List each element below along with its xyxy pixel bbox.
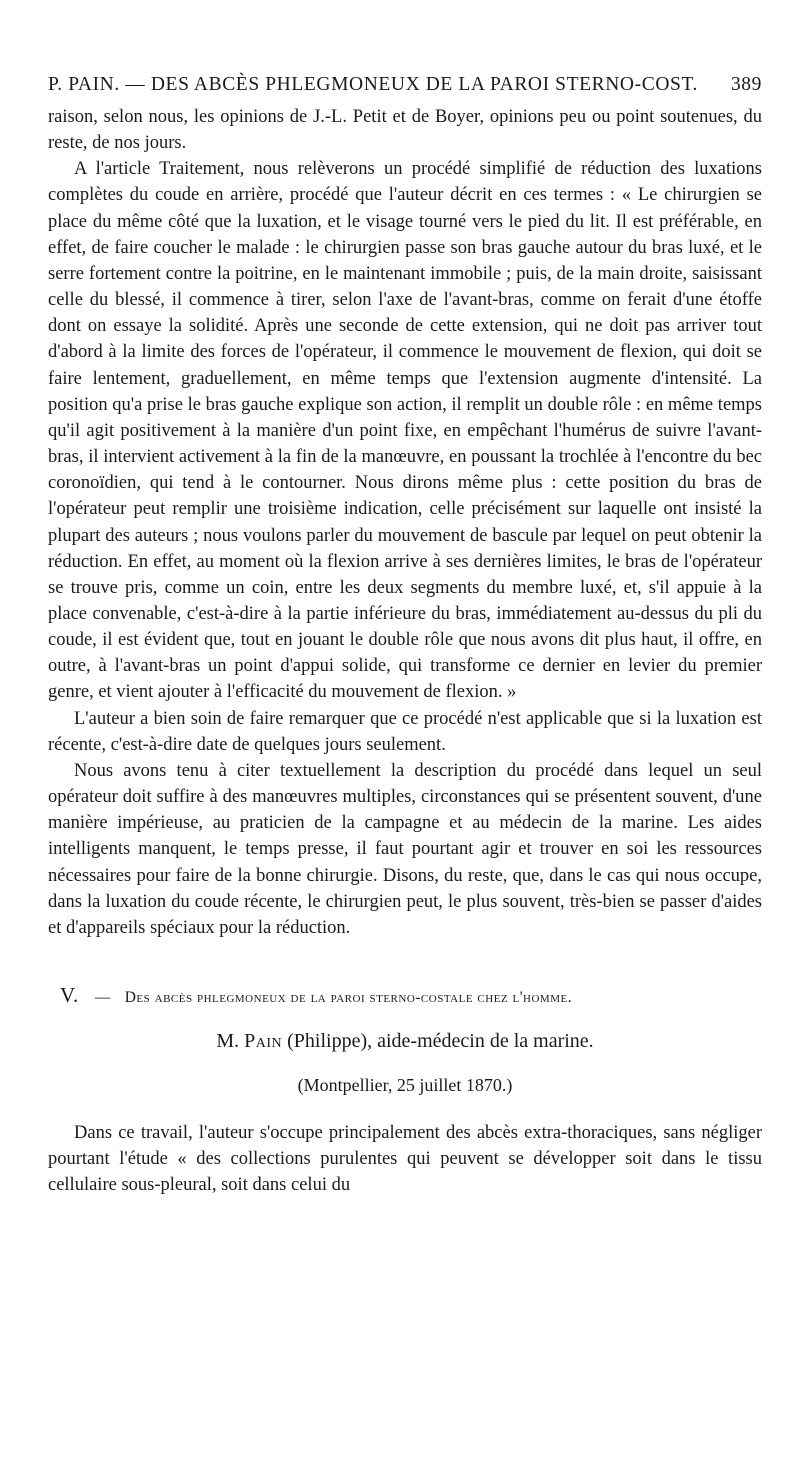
- section-heading: [48, 983, 762, 1008]
- place-date: (Montpellier, 25 juillet 1870.): [297, 1075, 513, 1095]
- author-details: (Philippe), aide-médecin de la marine.: [282, 1030, 594, 1052]
- running-head: [48, 74, 762, 96]
- paragraph: raison, selon nous, les opinions de J.-L. Petit et de Boyer, opinions peu ou point soutenues, du reste, de nos jours.: [48, 107, 762, 154]
- abstract-paragraph: Dans ce travail, l'auteur s'occupe principalement des abcès extra-thoraciques, sans négliger pourtant l'étude « des collections purulentes qui peuvent se développer soit dans le tissu cellulaire sous-pleural, soit dans celui du: [48, 1123, 762, 1196]
- running-head-title: P. PAIN. — DES ABCÈS PHLEGMONEUX DE LA PAROI STERNO-COST.: [48, 74, 698, 95]
- author-prefix: M.: [216, 1030, 240, 1052]
- abstract: [48, 1120, 762, 1198]
- author-line: [48, 1030, 762, 1053]
- section-dash: —: [94, 989, 111, 1006]
- section-number: V.: [60, 983, 79, 1007]
- section-title: Des abcès phlegmoneux de la paroi sterno-costale chez l'homme.: [124, 989, 573, 1006]
- paragraph: L'auteur a bien soin de faire remarquer que ce procédé n'est applicable que si la luxation est récente, c'est-à-dire date de quelques jours seulement.: [48, 708, 762, 755]
- author-name: Pain: [244, 1030, 283, 1052]
- article-body: [48, 104, 762, 941]
- paragraph: Nous avons tenu à citer textuellement la description du procédé dans lequel un seul opérateur doit suffire à des manœuvres multiples, circonstances qui se présentent souvent, d'une manière impérieuse, au praticien de la campagne et au médecin de la marine. Les aides intelligents manquent, le temps presse, il faut pourtant agir et trouver en soi les ressources nécessaires pour faire de la bonne chirurgie. Disons, du reste, que, dans le cas qui nous occupe, dans la luxation du coude récente, le chirurgien peut, le plus souvent, très-bien se passer d'aides et d'appareils spéciaux pour la réduction.: [48, 760, 762, 938]
- paragraph: A l'article Traitement, nous relèverons un procédé simplifié de réduction des luxations complètes du coude en arrière, procédé que l'auteur décrit en ces termes : « Le chirurgien se place du même côté que la luxation, et le visage tourné vers le pied du lit. Il est préférable, en effet, de faire coucher le malade : le chirurgien passe son bras gauche autour du bras luxé, et le serre fortement contre la poitrine, en le maintenant immobile ; puis, de la main droite, saisissant celle du blessé, il commence à tirer, selon l'axe de l'avant-bras, comme on ferait d'une étoffe dont on essaye la solidité. Après une seconde de cette extension, qui ne doit pas arriver tout d'abord à la limite des forces de l'opérateur, il commence le mouvement de flexion, qui doit se faire lentement, graduellement, en même temps que l'extension augmente d'intensité. La position qu'a prise le bras gauche explique son action, il remplit un double rôle : en même temps qu'il agit positivement à la manière d'un point fixe, en empêchant l'humérus de suivre l'avant-bras, il intervient activement à la fin de la manœuvre, en poussant la trochlée à l'encontre du bec coronoïdien, qui tend à le contourner. Nous dirons même plus : cette position du bras de l'opérateur peut remplir une troisième indication, celle précisément sur laquelle ont insisté la plupart des auteurs ; nous voulons parler du mouvement de bascule par lequel on peut obtenir la réduction. En effet, au moment où la flexion arrive à ses dernières limites, le bras de l'opérateur se trouve pris, comme un coin, entre les deux segments du membre luxé, et, s'il appuie à la place convenable, c'est-à-dire à la partie inférieure du bras, immédiatement au-dessus du pli du coude, il est évident que, tout en jouant le double rôle que nous avons dit plus haut, il offre, en outre, à l'avant-bras un point d'appui solide, qui transforme ce dernier en levier du premier genre, et vient ajouter à l'efficacité du mouvement de flexion. »: [48, 159, 762, 703]
- page-number: 389: [730, 74, 762, 95]
